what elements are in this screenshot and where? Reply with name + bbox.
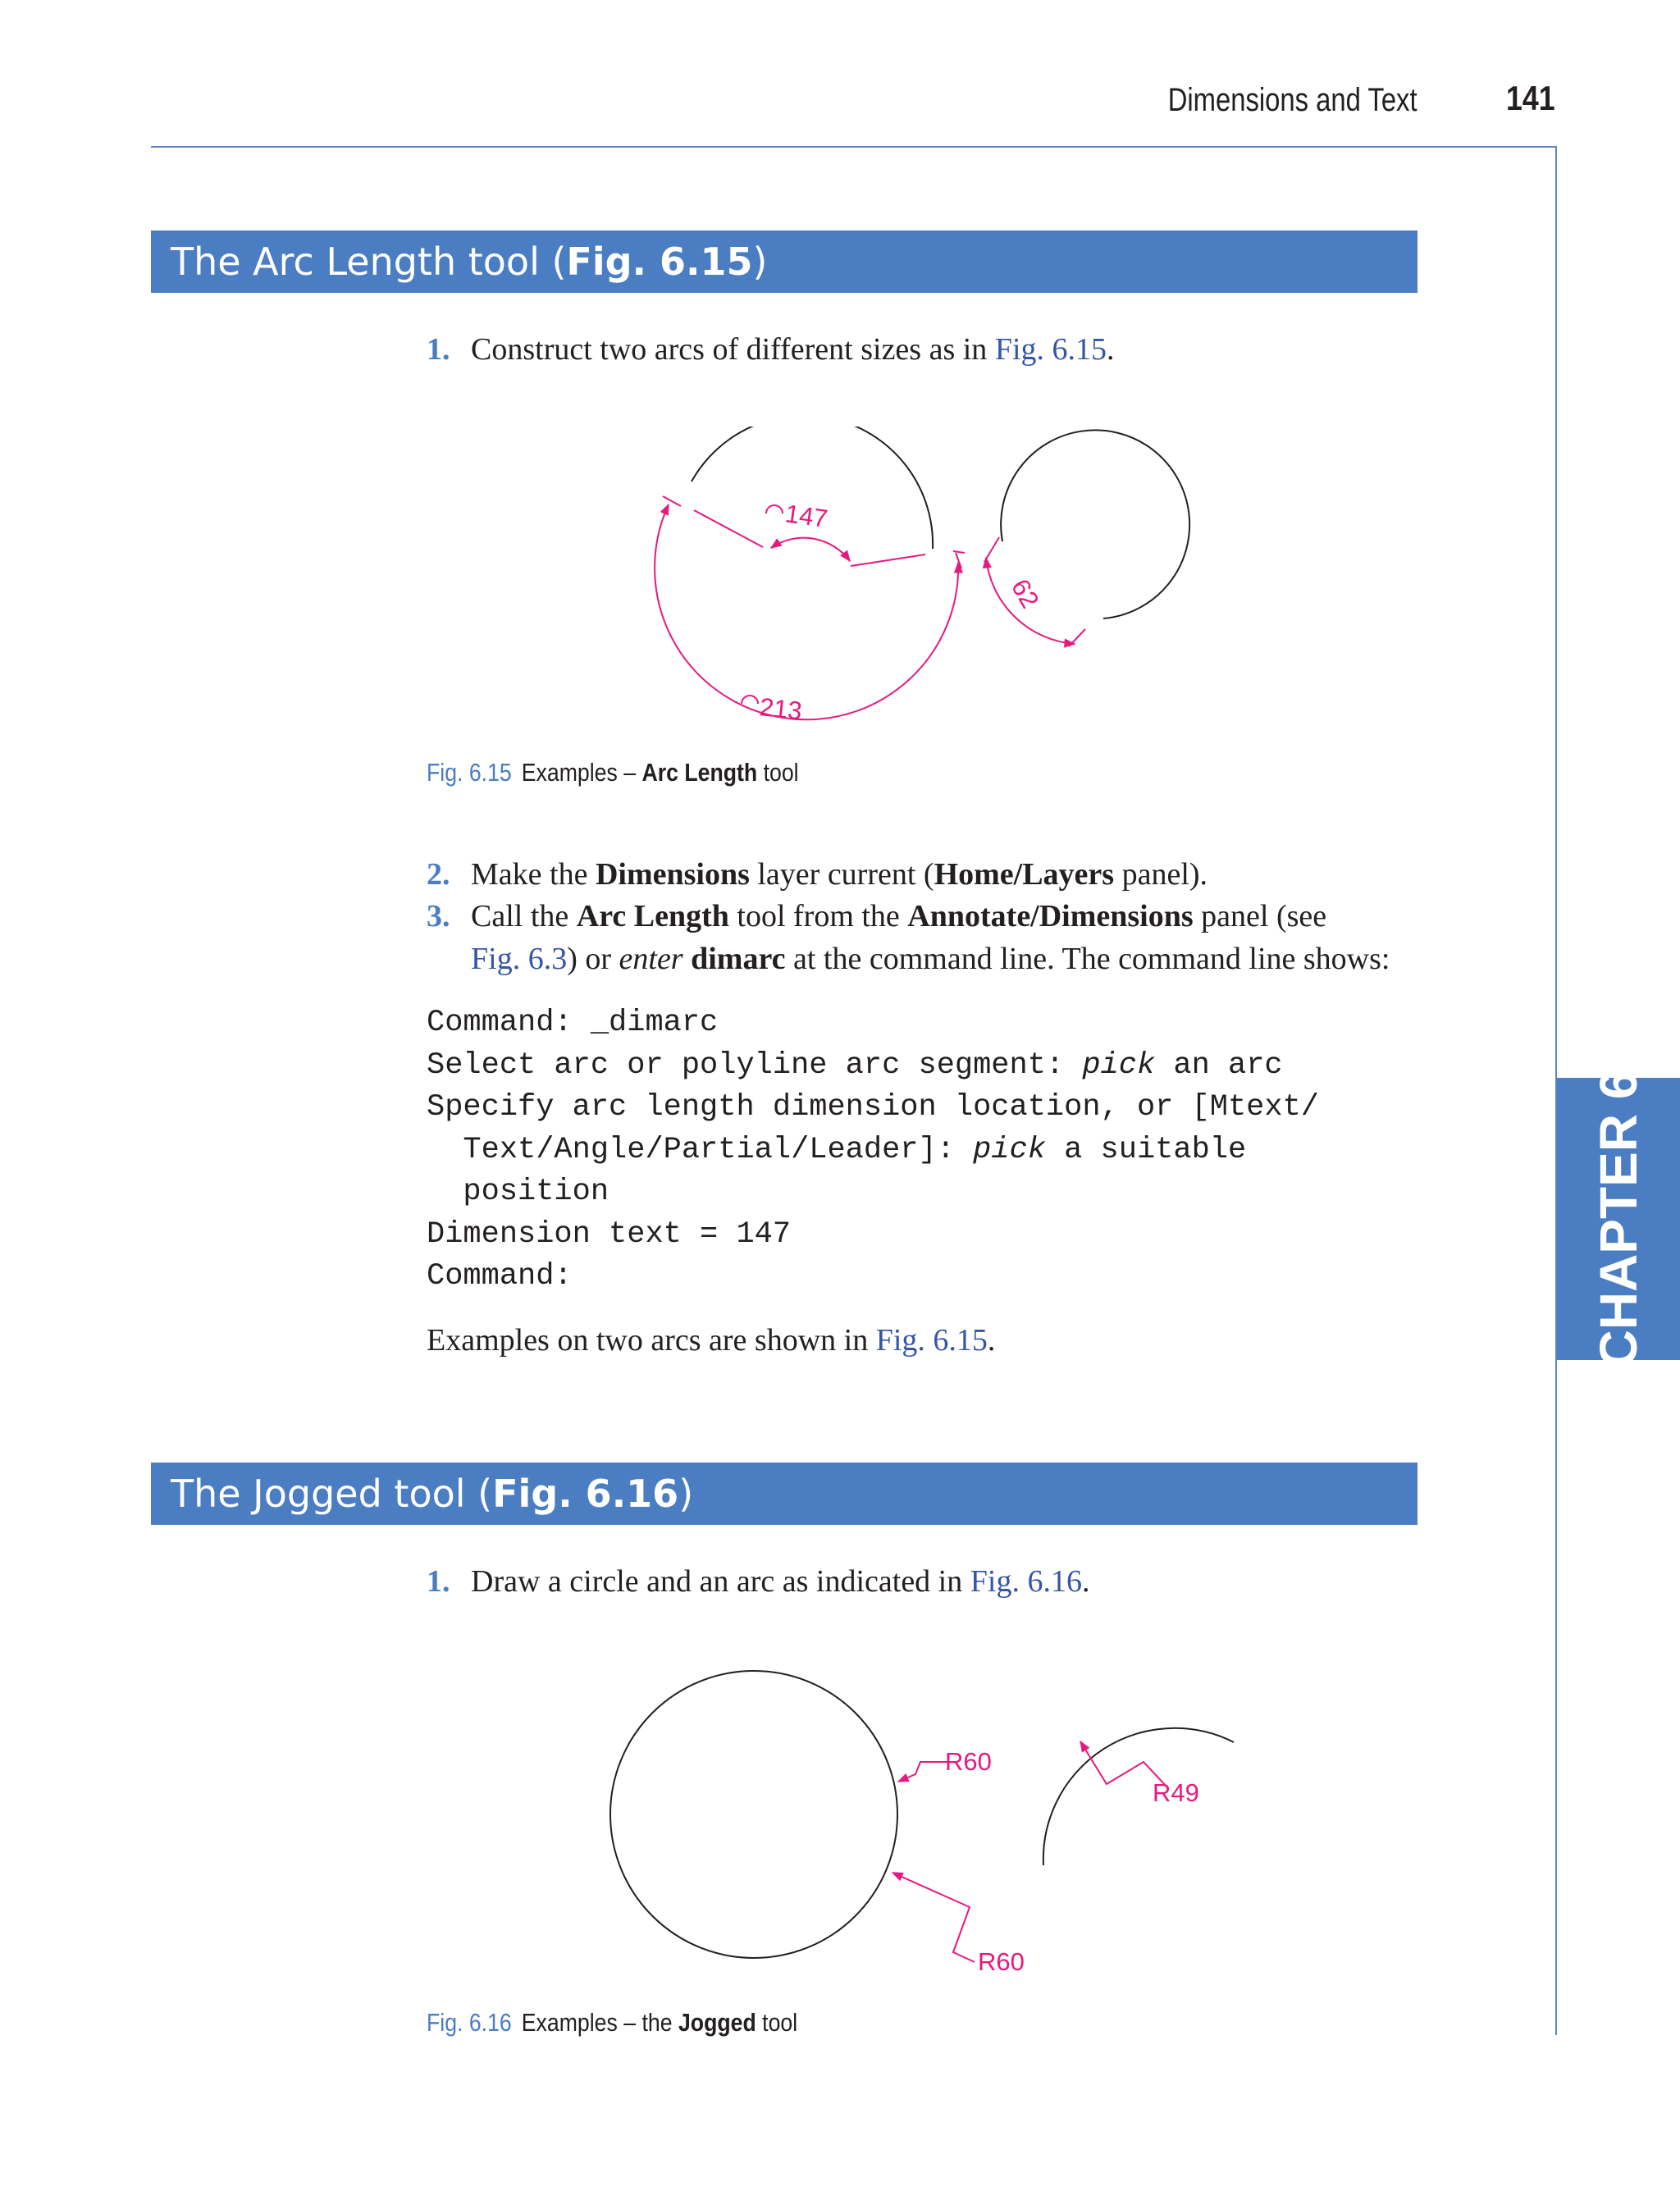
step-text: panel). [1114,857,1208,892]
code-line-1: Command: _dimarc [427,1006,719,1040]
step-bold: Arc Length [576,899,729,933]
ext-line-right [851,554,925,566]
closing-text: Examples on two arcs are shown in [427,1323,876,1358]
step-number: 1. [427,332,450,367]
section-heading-jogged [151,1463,1418,1525]
caption-fig-number: Fig. 6.16 [427,2008,512,2037]
code-line-5: position [427,1175,609,1209]
closing-paragraph [427,1319,995,1362]
step-3-arc [427,895,1390,980]
page-number: 141 [1506,79,1555,117]
step-text: Make the [471,857,596,892]
step-2-arc [427,853,1208,896]
section-title-ref: Fig. 6.15 [566,240,753,284]
step-text: Construct two arcs of different sizes as in [471,332,995,367]
figure-link[interactable]: Fig. 6.3 [471,942,568,976]
step-text: layer current ( [749,857,934,892]
step-text: ) or [567,942,619,976]
step-text: panel (see [1193,899,1327,933]
chapter-tab [1557,1070,1680,1368]
dim-label-r60-a: R60 [945,1747,992,1776]
step-bold: Dimensions [595,857,750,892]
section-heading-arc-length [151,230,1418,293]
step-bold: Annotate/Dimensions [907,899,1194,933]
code-line-6: Dimension text = 147 [427,1216,792,1252]
jog-leader-r60-b [892,1873,975,1962]
command-line-listing [427,1002,1319,1298]
code-line-4a: Text/Angle/Partial/Leader]: [427,1132,974,1167]
step-bold: Home/Layers [934,857,1115,892]
section-title-end: ) [678,1472,694,1516]
step-1-arc [427,328,1115,371]
ext-line-left [694,510,763,547]
figure-link[interactable]: Fig. 6.16 [970,1564,1082,1599]
figure-link[interactable]: Fig. 6.15 [875,1323,988,1358]
step-text [683,942,692,976]
step-text: Draw a circle and an arc as indicated in [471,1564,970,1599]
figure-link[interactable]: Fig. 6.15 [994,332,1107,367]
closing-end: . [987,1323,996,1358]
step-text: tool from the [728,899,908,933]
dim-arc-213 [655,504,958,719]
section-title-ref: Fig. 6.16 [492,1472,679,1516]
step-1-jogged [427,1560,1089,1603]
step-end: . [1107,332,1115,367]
figure-6-15 [640,427,1214,738]
caption-bold: Jogged [678,2008,756,2037]
caption-post: tool [757,758,799,787]
section-title-text: The Jogged tool ( [171,1472,493,1516]
step-italic: enter [619,942,683,976]
caption-bold: Arc Length [641,758,758,787]
code-line-4b: a suitable [1045,1132,1247,1167]
code-line-2b: an arc [1155,1047,1283,1083]
code-line-7: Command: [427,1259,573,1294]
dim-arc-147 [771,538,850,561]
dim-label-62: 62 [1005,574,1045,614]
code-line-3: Specify arc length dimension location, or [Mtext/ [427,1090,1319,1125]
step-text: Call the [471,899,577,933]
step-end: . [1081,1564,1090,1599]
step-text: at the command line. The command line shows: [785,942,1390,976]
figure-6-16 [599,1657,1255,2001]
dim-label-r60-b: R60 [978,1947,1025,1976]
code-line-2a: Select arc or polyline arc segment: [427,1047,1083,1083]
code-line-4i: pick [973,1132,1046,1167]
step-number: 2. [427,857,450,892]
arc [1043,1728,1234,1865]
section-title-text: The Arc Length tool ( [171,240,567,284]
header-rule [151,146,1557,148]
figure-caption-6-16 [427,2008,797,2038]
code-line-2i: pick [1082,1047,1156,1083]
step-number: 1. [427,1564,450,1599]
dim-label-r49: R49 [1153,1778,1199,1807]
jog-leader-r60-a [898,1762,948,1782]
running-header: Dimensions and Text [1168,82,1418,118]
caption-fig-number: Fig. 6.15 [427,758,512,787]
step-bold: dimarc [691,942,786,976]
caption-pre: Examples – the [521,2008,678,2037]
step-number: 3. [427,899,450,933]
caption-post: tool [756,2008,798,2037]
circle [610,1671,897,1958]
dim-label-147: 147 [783,499,830,534]
figure-caption-6-15 [427,758,799,787]
section-title-end: ) [752,240,768,284]
chapter-tab-label: CHAPTER 6 [1589,1070,1648,1368]
dim-label-213: 213 [758,692,804,726]
caption-pre: Examples – [521,758,642,787]
